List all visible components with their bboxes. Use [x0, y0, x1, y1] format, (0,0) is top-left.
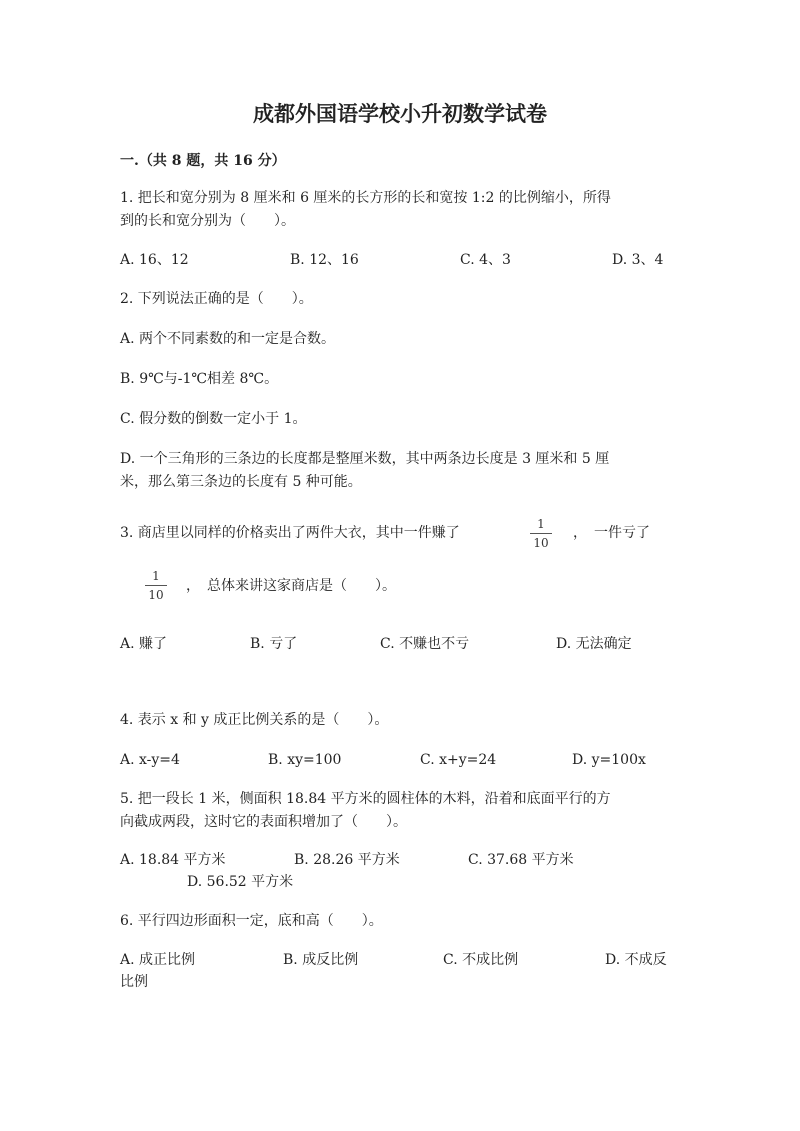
q3-stem-part2: ， 一件亏了 [573, 525, 650, 541]
section-heading: 一.（共 8 题，共 16 分） [120, 153, 286, 169]
q5-option-d: D. 56.52 平方米 [187, 874, 294, 890]
q5-option-a: A. 18.84 平方米 [120, 852, 226, 868]
q6-stem: 6. 平行四边形面积一定，底和高（ ）。 [120, 913, 383, 929]
q6-option-d-continued: 比例 [120, 974, 148, 990]
q1-stem-line2: 到的长和宽分别为（ ）。 [120, 213, 295, 229]
fraction-bar [530, 533, 552, 534]
q1-option-b: B. 12、16 [290, 252, 359, 268]
q2-option-c: C. 假分数的倒数一定小于 1。 [120, 411, 307, 427]
q3-option-d: D. 无法确定 [556, 636, 632, 652]
q6-option-b: B. 成反比例 [283, 952, 359, 968]
q3-stem-part3: ， 总体来讲这家商店是（ ）。 [186, 578, 396, 594]
fraction-denominator: 10 [533, 536, 549, 550]
q5-stem-line2: 向截成两段，这时它的表面积增加了（ ）。 [120, 814, 407, 830]
q2-option-d-line1: D. 一个三角形的三条边的长度都是整厘米数，其中两条边长度是 3 厘米和 5 厘 [120, 451, 610, 467]
q6-option-d: D. 不成反 [605, 952, 667, 968]
q2-option-a: A. 两个不同素数的和一定是合数。 [120, 331, 336, 347]
q6-option-a: A. 成正比例 [120, 952, 196, 968]
q4-stem: 4. 表示 x 和 y 成正比例关系的是（ ）。 [120, 712, 389, 728]
q5-stem-line1: 5. 把一段长 1 米，侧面积 18.84 平方米的圆柱体的木料，沿着和底面平行的方 [120, 791, 611, 807]
q1-option-c: C. 4、3 [460, 252, 511, 268]
q4-option-d: D. y=100x [572, 752, 646, 768]
q2-stem: 2. 下列说法正确的是（ ）。 [120, 291, 313, 307]
q4-option-b: B. xy=100 [268, 752, 342, 768]
q5-option-c: C. 37.68 平方米 [468, 852, 574, 868]
q3-fraction-2 [142, 569, 170, 602]
fraction-numerator: 1 [152, 569, 160, 583]
q5-option-b: B. 28.26 平方米 [294, 852, 400, 868]
fraction-numerator: 1 [537, 517, 545, 531]
q1-option-d: D. 3、4 [612, 252, 664, 268]
q4-option-c: C. x+y=24 [420, 752, 497, 768]
q1-stem-line1: 1. 把长和宽分别为 8 厘米和 6 厘米的长方形的长和宽按 1:2 的比例缩小，所得 [120, 190, 611, 206]
page-title: 成都外国语学校小升初数学试卷 [253, 101, 547, 126]
q4-option-a: A. x-y=4 [120, 752, 180, 768]
q2-option-b: B. 9℃与-1℃相差 8℃。 [120, 371, 279, 387]
q3-option-b: B. 亏了 [250, 636, 298, 652]
q3-stem-part1: 3. 商店里以同样的价格卖出了两件大衣，其中一件赚了 [120, 525, 460, 541]
fraction-denominator: 10 [148, 588, 164, 602]
fraction-bar [145, 585, 167, 586]
q1-option-a: A. 16、12 [120, 252, 189, 268]
q3-fraction-1 [527, 517, 555, 550]
q3-option-c: C. 不赚也不亏 [380, 636, 470, 652]
q6-option-c: C. 不成比例 [443, 952, 519, 968]
q2-option-d-line2: 米，那么第三条边的长度有 5 种可能。 [120, 474, 362, 490]
q3-option-a: A. 赚了 [120, 636, 168, 652]
